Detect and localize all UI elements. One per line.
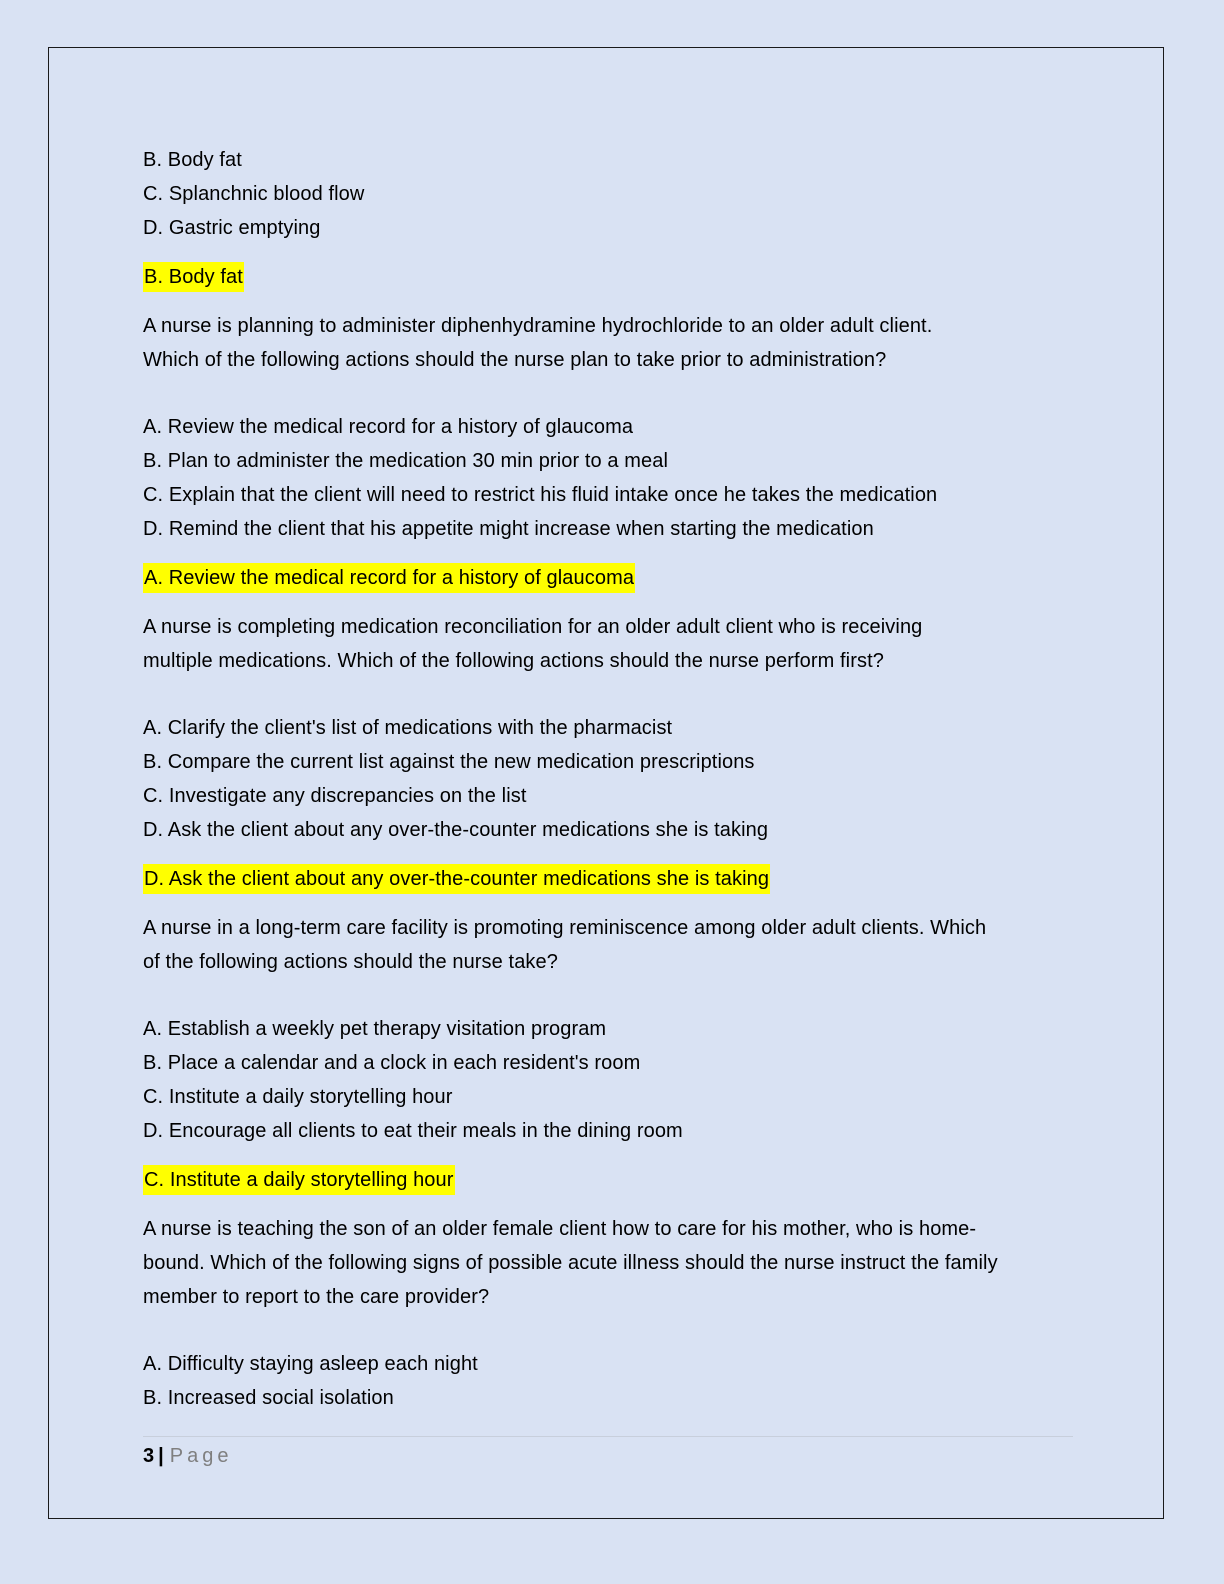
options-block (143, 143, 1083, 245)
option-line: A. Clarify the client's list of medications with the pharmacist (143, 717, 673, 739)
option-line: A. Establish a weekly pet therapy visitation program (143, 1018, 607, 1040)
question-line: multiple medications. Which of the following actions should the nurse perform first? (143, 650, 884, 672)
page-footer (143, 1436, 1073, 1471)
answer-block (143, 260, 1083, 294)
block-spacer (143, 377, 1083, 410)
question-block (143, 610, 1083, 678)
block-spacer (143, 678, 1083, 711)
option-line: B. Place a calendar and a clock in each resident's room (143, 1052, 641, 1074)
option-line: D. Encourage all clients to eat their meals in the dining room (143, 1120, 683, 1142)
highlighted-answer: B. Body fat (143, 262, 244, 292)
options-block (143, 1347, 1083, 1415)
question-line: of the following actions should the nurse take? (143, 951, 558, 973)
block-spacer (143, 847, 1083, 862)
option-line: C. Investigate any discrepancies on the list (143, 785, 527, 807)
question-line: bound. Which of the following signs of possible acute illness should the nurse instruct the family (143, 1252, 998, 1274)
question-line: A nurse in a long-term care facility is promoting reminiscence among older adult clients. Which (143, 917, 987, 939)
question-block (143, 1212, 1083, 1314)
answer-block (143, 561, 1083, 595)
option-line: B. Plan to administer the medication 30 min prior to a meal (143, 450, 669, 472)
option-line: B. Body fat (143, 149, 242, 171)
option-line: B. Compare the current list against the new medication prescriptions (143, 751, 755, 773)
block-spacer (143, 896, 1083, 911)
option-line: C. Explain that the client will need to restrict his fluid intake once he takes the medication (143, 484, 938, 506)
options-block (143, 1012, 1083, 1148)
question-line: A nurse is completing medication reconciliation for an older adult client who is receiving (143, 616, 923, 638)
page-label: Page (169, 1445, 233, 1467)
block-spacer (143, 294, 1083, 309)
answer-block (143, 1163, 1083, 1197)
option-line: D. Remind the client that his appetite might increase when starting the medication (143, 518, 874, 540)
option-line: B. Increased social isolation (143, 1387, 394, 1409)
option-line: A. Review the medical record for a history of glaucoma (143, 416, 634, 438)
page-number: 3 (143, 1445, 155, 1467)
page-separator: | (158, 1445, 164, 1467)
question-line: Which of the following actions should the nurse plan to take prior to administration? (143, 349, 887, 371)
document-body (143, 143, 1083, 1415)
block-spacer (143, 979, 1083, 1012)
question-block (143, 911, 1083, 979)
option-line: D. Ask the client about any over-the-counter medications she is taking (143, 819, 769, 841)
question-line: A nurse is teaching the son of an older female client how to care for his mother, who is home- (143, 1218, 977, 1240)
option-line: C. Splanchnic blood flow (143, 183, 365, 205)
question-line: A nurse is planning to administer diphenhydramine hydrochloride to an older adult client. (143, 315, 933, 337)
answer-block (143, 862, 1083, 896)
option-line: C. Institute a daily storytelling hour (143, 1086, 453, 1108)
block-spacer (143, 1197, 1083, 1212)
block-spacer (143, 245, 1083, 260)
highlighted-answer: C. Institute a daily storytelling hour (143, 1165, 455, 1195)
block-spacer (143, 1148, 1083, 1163)
option-line: D. Gastric emptying (143, 217, 321, 239)
highlighted-answer: A. Review the medical record for a history of glaucoma (143, 563, 635, 593)
question-block (143, 309, 1083, 377)
block-spacer (143, 546, 1083, 561)
option-line: A. Difficulty staying asleep each night (143, 1353, 478, 1375)
block-spacer (143, 1314, 1083, 1347)
block-spacer (143, 595, 1083, 610)
highlighted-answer: D. Ask the client about any over-the-counter medications she is taking (143, 864, 770, 894)
options-block (143, 410, 1083, 546)
options-block (143, 711, 1083, 847)
question-line: member to report to the care provider? (143, 1286, 490, 1308)
